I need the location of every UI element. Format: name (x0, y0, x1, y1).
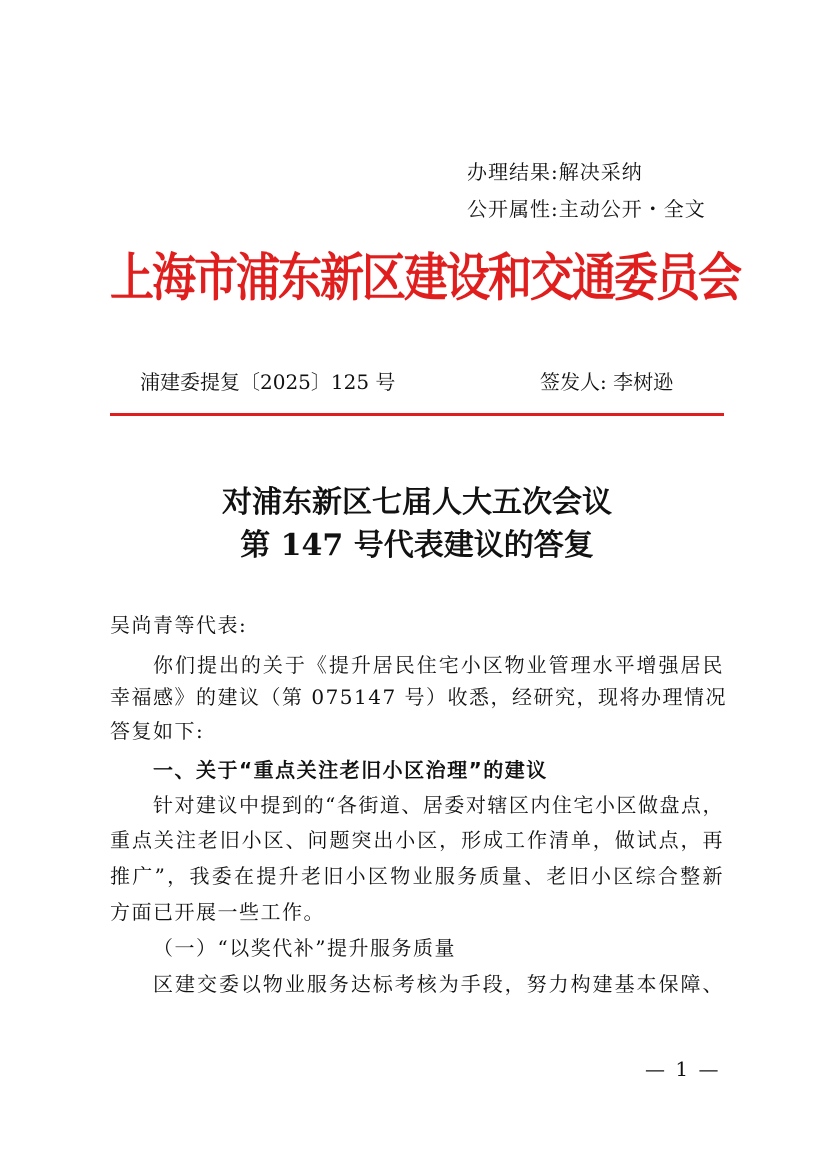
body-line: 你们提出的关于《提升居民住宅小区物业管理水平增强居民 (153, 653, 724, 677)
document-title-line-1: 对浦东新区七届人大五次会议 (222, 485, 612, 520)
body-line: 区建交委以物业服务达标考核为手段，努力构建基本保障、 (153, 972, 724, 996)
body-line: 针对建议中提到的“各街道、居委对辖区内住宅小区做盘点， (153, 793, 724, 817)
document-title-line-2: 第 147 号代表建议的答复 (240, 528, 594, 563)
body-line: 推广”，我委在提升老旧小区物业服务质量、老旧小区综合整新 (110, 864, 724, 888)
agency-name-header: 上海市浦东新区建设和交通委员会 (110, 248, 740, 309)
salutation: 吴尚青等代表: (110, 613, 248, 637)
document-signer: 签发人: 李树逊 (540, 370, 674, 394)
public-attribute: 公开属性:主动公开・全文 (467, 197, 706, 221)
handling-result: 办理结果:解决采纳 (467, 160, 643, 184)
page-number: — 1 — (645, 1057, 721, 1081)
body-line: 重点关注老旧小区、问题突出小区，形成工作清单，做试点，再 (110, 828, 724, 852)
document-number: 浦建委提复〔2025〕125 号 (140, 370, 396, 394)
subsection-heading-1: （一）“以奖代补”提升服务质量 (153, 936, 456, 960)
section-heading-1: 一、关于“重点关注老旧小区治理”的建议 (153, 758, 548, 782)
body-line: 方面已开展一些工作。 (110, 900, 325, 924)
red-separator-line (110, 413, 724, 416)
body-line: 幸福感》的建议（第 075147 号）收悉，经研究，现将办理情况 (110, 685, 728, 709)
body-line: 答复如下: (110, 719, 205, 743)
